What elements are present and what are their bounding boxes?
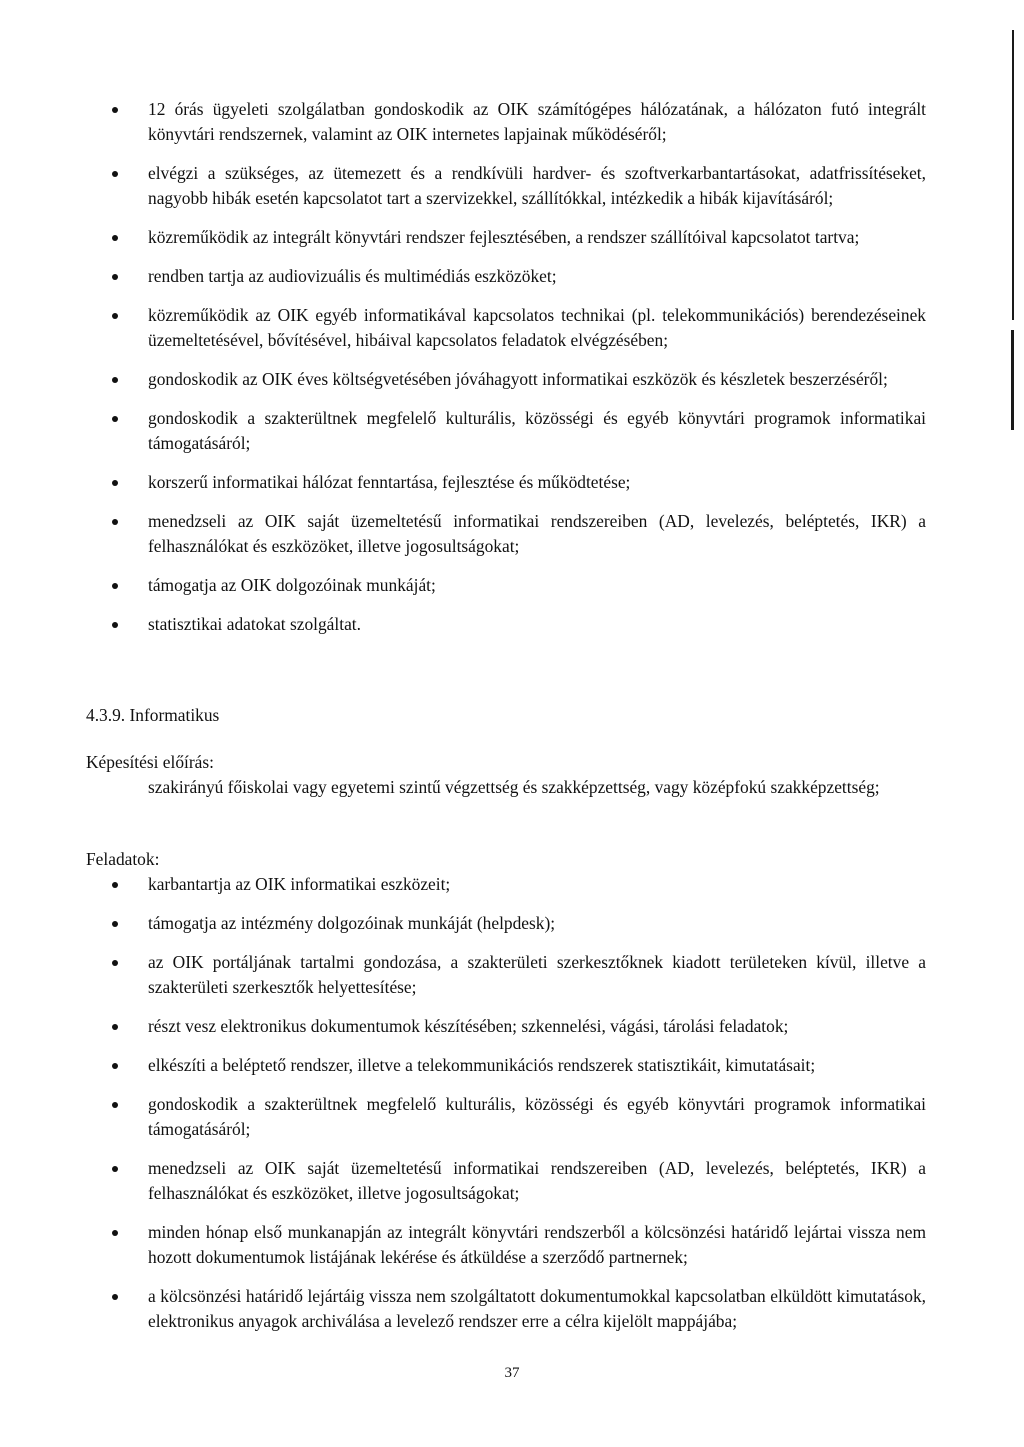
bullet-icon [112, 622, 118, 628]
bullet-icon [112, 882, 118, 888]
qualification-text: szakirányú főiskolai vagy egyetemi szintű végzettség és szakképzettség, vagy középfokú szakképzettség; [148, 777, 880, 797]
bullet-icon [112, 171, 118, 177]
list-item: részt vesz elektronikus dokumentumok készítésében; szkennelési, vágási, tárolási feladatok; [148, 1014, 926, 1039]
list-item: támogatja az OIK dolgozóinak munkáját; [148, 573, 926, 598]
list-item: közreműködik az OIK egyéb informatikával kapcsolatos technikai (pl. telekommunikációs) berendezéseinek üzemeltetésével, bővítésével, hibáival kapcsolatos feladatok elvégzésében; [148, 303, 926, 353]
qualification-label: Képesítési előírás: [86, 752, 214, 772]
list-item: gondoskodik a szakterültnek megfelelő kulturális, közösségi és egyéb könyvtári programok informatikai támogatásáról; [148, 1092, 926, 1142]
bullet-icon [112, 921, 118, 927]
bullet-icon [112, 416, 118, 422]
page-number: 37 [504, 1365, 520, 1381]
bullet-icon [112, 1294, 118, 1300]
bullet-icon [112, 274, 118, 280]
duties-list [148, 97, 926, 651]
list-item: gondoskodik az OIK éves költségvetésében jóváhagyott informatikai eszközök és készletek beszerzéséről; [148, 367, 926, 392]
list-item: 12 órás ügyeleti szolgálatban gondoskodik az OIK számítógépes hálózatának, a hálózaton futó integrált könyvtári rendszernek, valamint az OIK internetes lapjainak működéséről; [148, 97, 926, 147]
bullet-icon [112, 519, 118, 525]
list-item: menedzseli az OIK saját üzemeltetésű informatikai rendszereiben (AD, levelezés, beléptetés, IKR) a felhasználókat és eszközöket, illetve jogosultságokat; [148, 1156, 926, 1206]
list-item: az OIK portáljának tartalmi gondozása, a szakterületi szerkesztőknek kiadott területeken kívül, illetve a szakterületi szerkesztők helyettesítése; [148, 950, 926, 1000]
list-item: menedzseli az OIK saját üzemeltetésű informatikai rendszereiben (AD, levelezés, beléptetés, IKR) a felhasználókat és eszközöket, illetve jogosultságokat; [148, 509, 926, 559]
bullet-icon [112, 377, 118, 383]
scan-edge-line [1012, 30, 1014, 320]
bullet-icon [112, 1166, 118, 1172]
tasks-label: Feladatok: [86, 849, 160, 869]
list-item: minden hónap első munkanapján az integrált könyvtári rendszerből a kölcsönzési határidő lejártai vissza nem hozott dokumentumok listájának lekérése és átküldése a szerződő partnernek; [148, 1220, 926, 1270]
bullet-icon [112, 480, 118, 486]
bullet-icon [112, 1024, 118, 1030]
list-item: karbantartja az OIK informatikai eszközeit; [148, 872, 926, 897]
bullet-icon [112, 583, 118, 589]
bullet-icon [112, 313, 118, 319]
list-item: támogatja az intézmény dolgozóinak munkáját (helpdesk); [148, 911, 926, 936]
list-item: rendben tartja az audiovizuális és multimédiás eszközöket; [148, 264, 926, 289]
list-item: a kölcsönzési határidő lejártáig vissza nem szolgáltatott dokumentumokkal kapcsolatban elküldött kimutatások, elektronikus anyagok archiválása a levelező rendszer erre a célra kijelölt mappájába; [148, 1284, 926, 1334]
list-item: korszerű informatikai hálózat fenntartása, fejlesztése és működtetése; [148, 470, 926, 495]
bullet-icon [112, 235, 118, 241]
list-item: közreműködik az integrált könyvtári rendszer fejlesztésében, a rendszer szállítóival kapcsolatot tartva; [148, 225, 926, 250]
list-item: gondoskodik a szakterültnek megfelelő kulturális, közösségi és egyéb könyvtári programok informatikai támogatásáról; [148, 406, 926, 456]
bullet-icon [112, 960, 118, 966]
scan-edge-line [1011, 330, 1014, 430]
list-item: statisztikai adatokat szolgáltat. [148, 612, 926, 637]
bullet-icon [112, 1102, 118, 1108]
list-item: elkészíti a beléptető rendszer, illetve a telekommunikációs rendszerek statisztikáit, kimutatásait; [148, 1053, 926, 1078]
bullet-icon [112, 1063, 118, 1069]
bullet-icon [112, 1230, 118, 1236]
bullet-icon [112, 107, 118, 113]
list-item: elvégzi a szükséges, az ütemezett és a rendkívüli hardver- és szoftverkarbantartásokat, adatfrissítéseket, nagyobb hibák esetén kapcsolatot tart a szervizekkel, szállítókkal, intézkedik a hibák kijavításáról; [148, 161, 926, 211]
tasks-list [148, 872, 926, 1348]
section-heading: 4.3.9. Informatikus [86, 705, 220, 725]
